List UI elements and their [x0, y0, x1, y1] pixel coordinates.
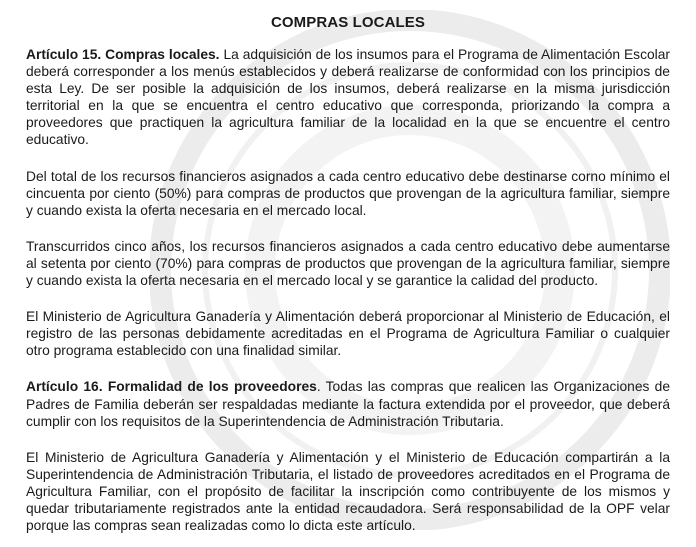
article-15-paragraph: [26, 46, 670, 149]
paragraph-minimum-percentage: Del total de los recursos financieros asignados a cada centro educativo debe destinarse corno mínimo el cincuenta por ciento (50%) para compras de productos que provengan de la agricultura familiar, siempre y cuando exista la oferta necesaria en el mercado local.: [26, 168, 670, 218]
article-16-paragraph: [26, 378, 670, 429]
paragraph-sat-listing: El Ministerio de Agricultura Ganadería y Alimentación y el Ministerio de Educación compartirán a la Superintendencia de Administración Tributaria, el listado de proveedores acreditados en el Programa de Agricultura Familiar, con el propósito de facilitar la inscripción como contribuyente de los mismos y quedar tributariamente registrados ante la entidad recaudadora. Será responsabilidad de la OPF velar porque las compras sean realizadas como lo dicta este artículo.: [26, 449, 670, 534]
document-page: [26, 14, 670, 534]
article-15-heading: Artículo 15. Compras locales.: [26, 47, 220, 62]
paragraph-five-years: Transcurridos cinco años, los recursos financieros asignados a cada centro educativo debe aumentarse al setenta por ciento (70%) para compras de productos que provengan de la agricultura familiar, siempre y cuando exista la oferta necesaria en el mercado local y se garantice la calidad del producto.: [26, 238, 670, 289]
article-15-text: La adquisición de los insumos para el Programa de Alimentación Escolar deberá corresponder a los menús establecidos y deberá realizarse de conformidad con los principios de esta Ley. De ser posible la adquisición de los insumos, deberá realizarse en la misma jurisdicción territorial en la que se encuentra el centro educativo que corresponda, priorizando la compra a proveedores que practiquen la agricultura familiar de la localidad en la que se encuentre el centro educativo.: [26, 47, 670, 148]
article-16-text: . Todas las compras que realicen las Organizaciones de Padres de Familia deberán ser respaldadas mediante la factura extendida por el proveedor, que deberá cumplir con los requisitos de la Superintendencia de Administración Tributaria.: [26, 379, 670, 429]
article-16-heading: Artículo 16. Formalidad de los proveedores: [26, 379, 317, 395]
section-title: COMPRAS LOCALES: [270, 14, 425, 31]
paragraph-ministry-registry: El Ministerio de Agricultura Ganadería y Alimentación deberá proporcionar al Ministerio de Educación, el registro de las personas debidamente acreditadas en el Programa de Agricultura Familiar o cualquier otro programa establecido con una finalidad similar.: [26, 309, 670, 359]
